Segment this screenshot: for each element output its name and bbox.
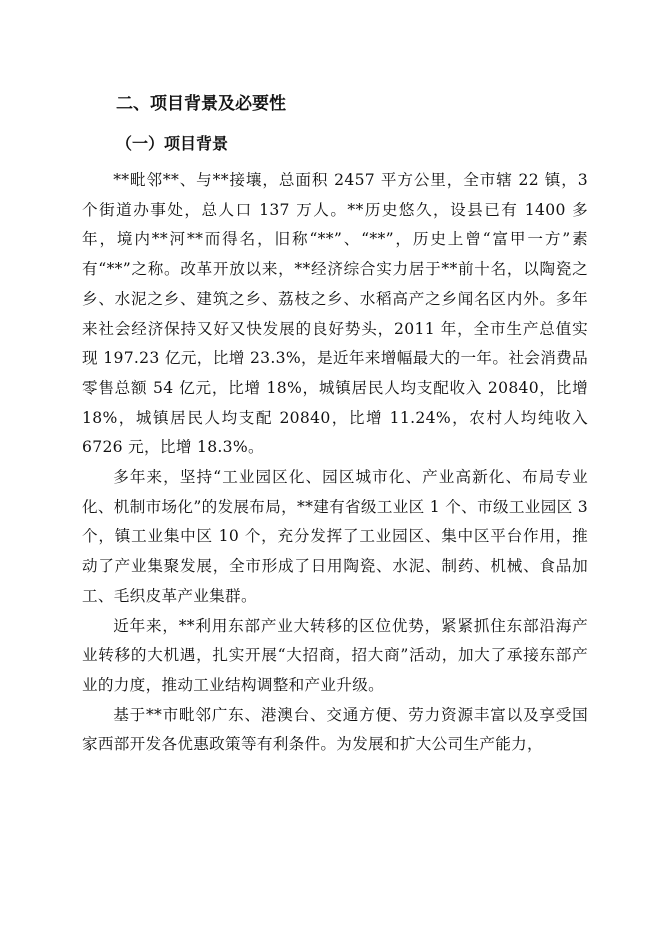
body-text [82,166,588,760]
paragraph: 基于**市毗邻广东、港澳台、交通方便、劳力资源丰富以及享受国家西部开发各优惠政策等有利条件。为发展和扩大公司生产能力， [82,705,588,754]
section-title: 二、项目背景及必要性 [116,94,286,114]
paragraph: **毗邻**、与**接壤，总面积 2457 平方公里，全市辖 22 镇，3 个街道办事处，总人口 137 万人。**历史悠久，设县已有 1400 多年，境内**河**而得名，旧称“**”、“**”，历史上曾“富甲一方”素有“**”之称。改革开放以来，**经济综合实力居于**前十名，以陶瓷之乡、水泥之乡、建筑之乡、荔枝之乡、水稻高产之乡闻名区内外。多年来社会经济保持又好又快发展的良好势头，2011 年，全市生产总值实现 197.23 亿元，比增 23.3%，是近年来增幅最大的一年。社会消费品零售总额 54 亿元，比增 18%，城镇居民人均支配收入 20840，比增 18%，城镇居民人均支配 20840，比增 11.24%，农村人均纯收入 6726 元，比增 18.3%。 [82,171,588,457]
subsection-title: （一）项目背景 [116,134,229,153]
paragraph: 近年来，**利用东部产业大转移的区位优势，紧紧抓住东部沿海产业转移的大机遇，扎实开展“大招商，招大商”活动，加大了承接东部产业的力度，推动工业结构调整和产业升级。 [82,616,588,694]
paragraph: 多年来，坚持“工业园区化、园区城市化、产业高新化、布局专业化、机制市场化”的发展布局，**建有省级工业区 1 个、市级工业园区 3 个，镇工业集中区 10 个，充分发挥了工业园区、集中区平台作用，推动了产业集聚发展，全市形成了日用陶瓷、水泥、制药、机械、食品加工、毛织皮革产业集群。 [82,468,588,605]
